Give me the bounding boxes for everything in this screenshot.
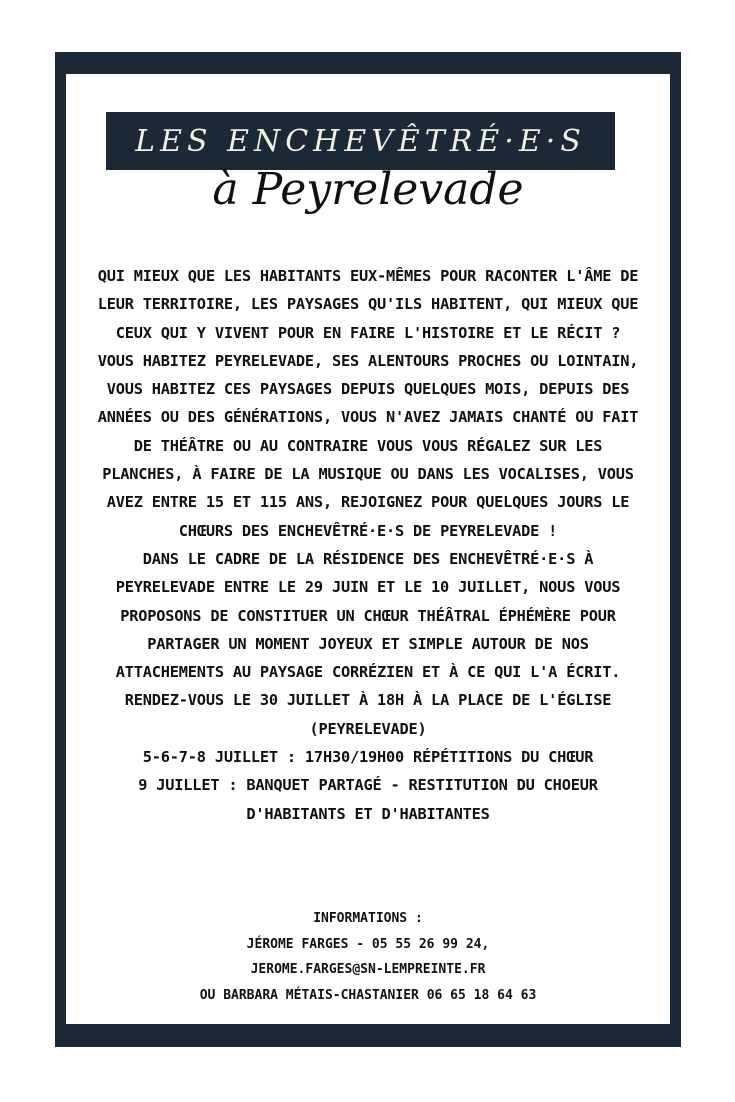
- info-heading: INFORMATIONS :: [313, 911, 423, 926]
- info-block: [96, 906, 640, 1008]
- poster-title: LES ENCHEVÊTRÉ·E·S: [135, 123, 586, 159]
- meeting-paragraph: RENDEZ-VOUS LE 30 JUILLET À 18H À LA PLACE DE L'ÉGLISE (PEYRELEVADE): [124, 691, 612, 738]
- contact-email: JEROME.FARGES@SN-LEMPREINTE.FR: [250, 962, 486, 977]
- intro-paragraph: QUI MIEUX QUE LES HABITANTS EUX-MÊMES POUR RACONTER L'ÂME DE LEUR TERRITOIRE, LES PAYSAGES QU'ILS HABITENT, QUI MIEUX QUE CEUX QUI Y VIVENT POUR EN FAIRE L'HISTOIRE ET LE RÉCIT ?: [97, 267, 639, 342]
- poster-frame: [55, 52, 681, 1047]
- contact-jerome: JÉROME FARGES - 05 55 26 99 24,: [246, 936, 490, 952]
- contact-barbara: OU BARBARA MÉTAIS-CHASTANIER 06 65 18 64 63: [199, 987, 537, 1003]
- invitation-paragraph: VOUS HABITEZ PEYRELEVADE, SES ALENTOURS PROCHES OU LOINTAIN, VOUS HABITEZ CES PAYSAGES DEPUIS QUELQUES MOIS, DEPUIS DES ANNÉES OU DES GÉNÉRATIONS, VOUS N'AVEZ JAMAIS CHANTÉ OU FAIT DE THÉÂTRE OU AU CONTRAIRE VOUS VOUS RÉGALEZ SUR LES PLANCHES, À FAIRE DE LA MUSIQUE OU DANS LES VOCALISES, VOUS AVEZ ENTRE 15 ET 115 ANS, REJOIGNEZ POUR QUELQUES JOURS LE CHŒURS DES ENCHEVÊTRÉ·E·S DE PEYRELEVADE !: [97, 351, 639, 540]
- title-banner: [106, 112, 615, 170]
- poster-content: [66, 74, 670, 1024]
- poster-subtitle: à Peyrelevade: [212, 164, 524, 215]
- poster-body: [96, 262, 640, 828]
- banquet-paragraph: 9 JUILLET : BANQUET PARTAGÉ - RESTITUTION DU CHOEUR D'HABITANTS ET D'HABITANTES: [138, 776, 598, 823]
- rehearsal-paragraph: 5-6-7-8 JUILLET : 17H30/19H00 RÉPÉTITIONS DU CHŒUR: [142, 748, 594, 767]
- residency-paragraph: DANS LE CADRE DE LA RÉSIDENCE DES ENCHEVÊTRÉ·E·S À PEYRELEVADE ENTRE LE 29 JUIN ET LE 10 JUILLET, NOUS VOUS PROPOSONS DE CONSTITUER UN CHŒUR THÉÂTRAL ÉPHÉMÈRE POUR PARTAGER UN MOMENT JOYEUX ET SIMPLE AUTOUR DE NOS ATTACHEMENTS AU PAYSAGE CORRÉZIEN ET À CE QUI L'A ÉCRIT.: [115, 549, 621, 682]
